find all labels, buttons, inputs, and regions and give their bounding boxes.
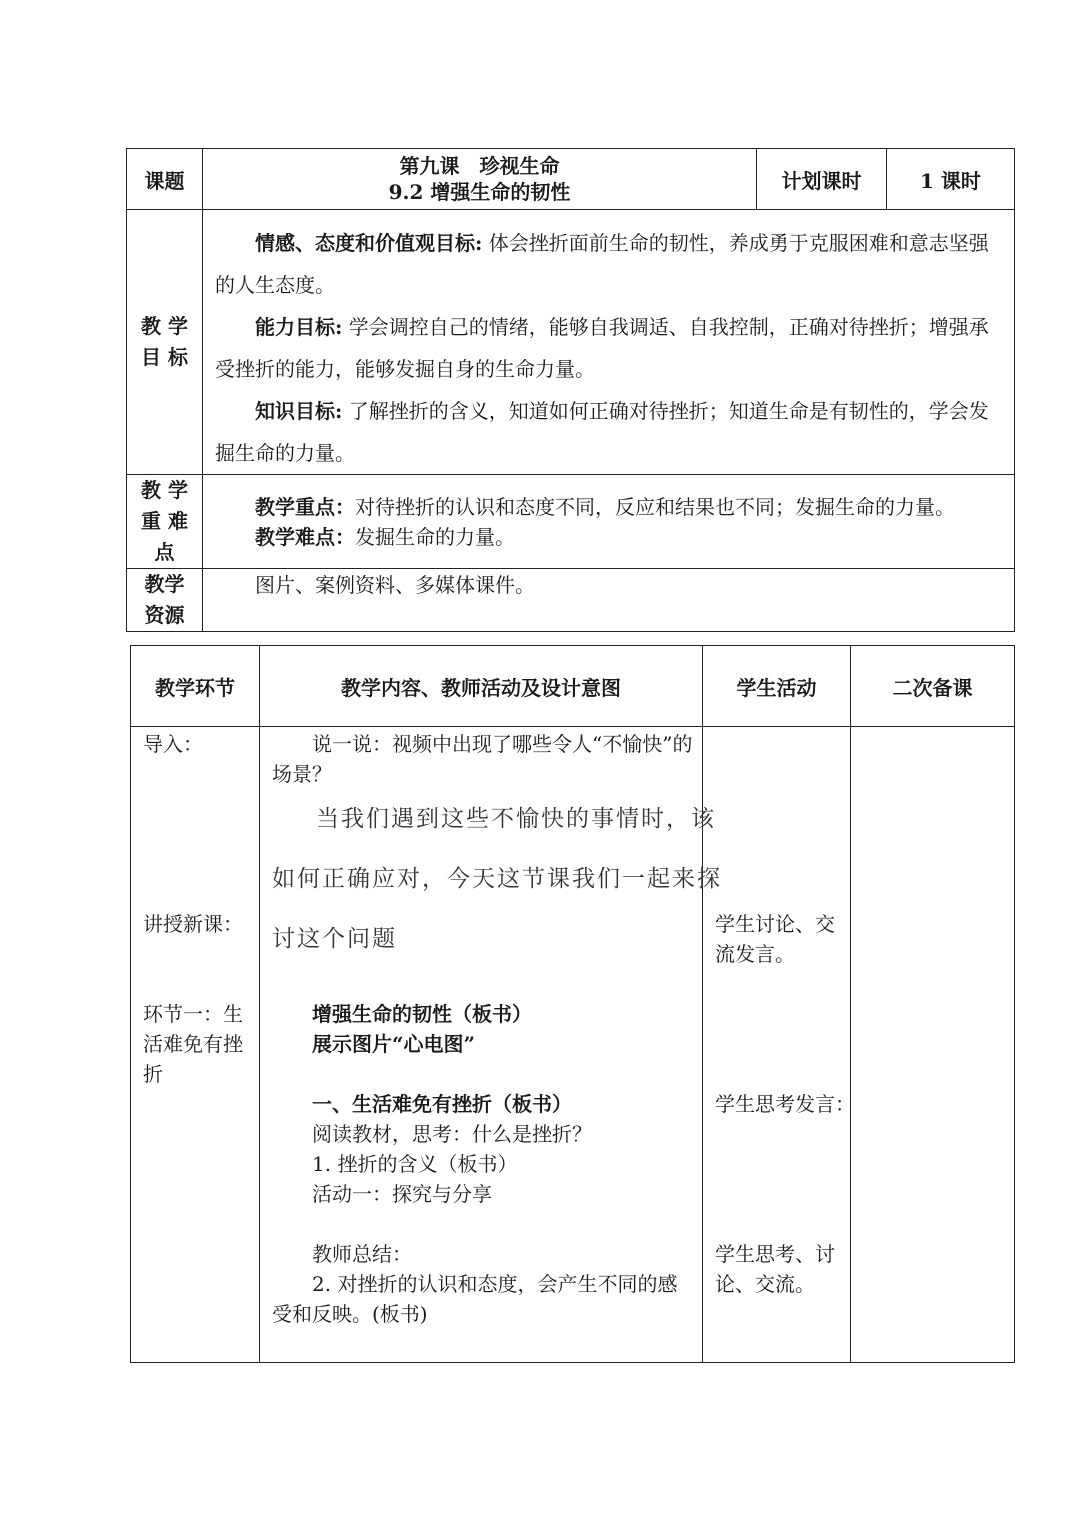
resources-text: 图片、案例资料、多媒体课件。 [203, 569, 1015, 632]
key-point: 教学重点：对待挫折的认识和态度不同，反应和结果也不同；发掘生命的力量。 [255, 494, 955, 519]
read-question: 阅读教材，思考：什么是挫折？ [312, 1122, 592, 1146]
show-picture: 展示图片“心电图” [312, 1032, 476, 1056]
intro-text-line-1: 当我们遇到这些不愉快的事情时，该 [316, 806, 716, 832]
intro-question: 说一说：视频中出现了哪些令人“不愉快”的场景？ [272, 732, 693, 786]
stage-section-one: 环节一：生活难免有挫折 [143, 1002, 243, 1086]
teaching-process-table [130, 645, 1015, 1363]
intro-text-line-3: 讨这个问题 [272, 926, 397, 952]
content-column [260, 727, 722, 1363]
activity-one: 活动一：探究与分享 [312, 1182, 492, 1206]
header-stage: 教学环节 [131, 646, 260, 727]
stage-column [131, 727, 260, 1363]
lesson-subtitle: 9.2 增强生命的韧性 [388, 180, 571, 204]
board-title: 增强生命的韧性（板书） [312, 1002, 532, 1026]
lesson-info-table [126, 148, 1015, 632]
header-content: 教学内容、教师活动及设计意图 [260, 646, 703, 727]
topic-label: 课题 [127, 149, 203, 210]
header-student: 学生活动 [703, 646, 851, 727]
objectives-cell [203, 210, 1015, 475]
point-one: 1. 挫折的含义（板书） [312, 1152, 518, 1176]
teacher-summary: 教师总结： [312, 1242, 412, 1266]
header-revision: 二次备课 [851, 646, 1015, 727]
stage-new-lesson: 讲授新课： [143, 912, 243, 936]
difficulty-point: 教学难点：发掘生命的力量。 [255, 524, 515, 549]
student-activity-2: 学生思考发言： [715, 1092, 855, 1116]
resources-label: 教学 资源 [127, 569, 203, 632]
student-activity-3: 学生思考、讨论、交流。 [715, 1242, 835, 1296]
keypoints-cell [203, 475, 1015, 569]
objective-emotion: 情感、态度和价值观目标: 体会挫折面前生命的韧性，养成勇于克服困难和意志坚强的人生态度。 [215, 231, 989, 297]
section-title: 一、生活难免有挫折（板书） [312, 1092, 572, 1116]
objective-knowledge: 知识目标: 了解挫折的含义，知道如何正确对待挫折；知道生命是有韧性的，学会发掘生命的力量。 [215, 399, 989, 465]
keypoints-label: 教 学 重 难 点 [127, 475, 203, 569]
student-activity-1: 学生讨论、交流发言。 [715, 912, 835, 966]
revision-column [851, 727, 1015, 1363]
planned-hours-value: 1 课时 [887, 149, 1015, 210]
planned-hours-label: 计划课时 [757, 149, 887, 210]
point-two: 2. 对挫折的认识和态度，会产生不同的感受和反映。(板书) [272, 1272, 678, 1326]
lesson-title: 第九课 珍视生命 [399, 154, 560, 178]
stage-intro: 导入： [143, 732, 203, 756]
lesson-title-cell [203, 149, 757, 210]
student-column [703, 727, 855, 1363]
objective-ability: 能力目标: 学会调控自己的情绪，能够自我调适、自我控制，正确对待挫折；增强承受挫折的能力，能够发掘自身的生命力量。 [215, 315, 989, 381]
objectives-label: 教 学 目 标 [127, 210, 203, 475]
intro-text-line-2: 如何正确应对，今天这节课我们一起来探 [272, 866, 722, 892]
